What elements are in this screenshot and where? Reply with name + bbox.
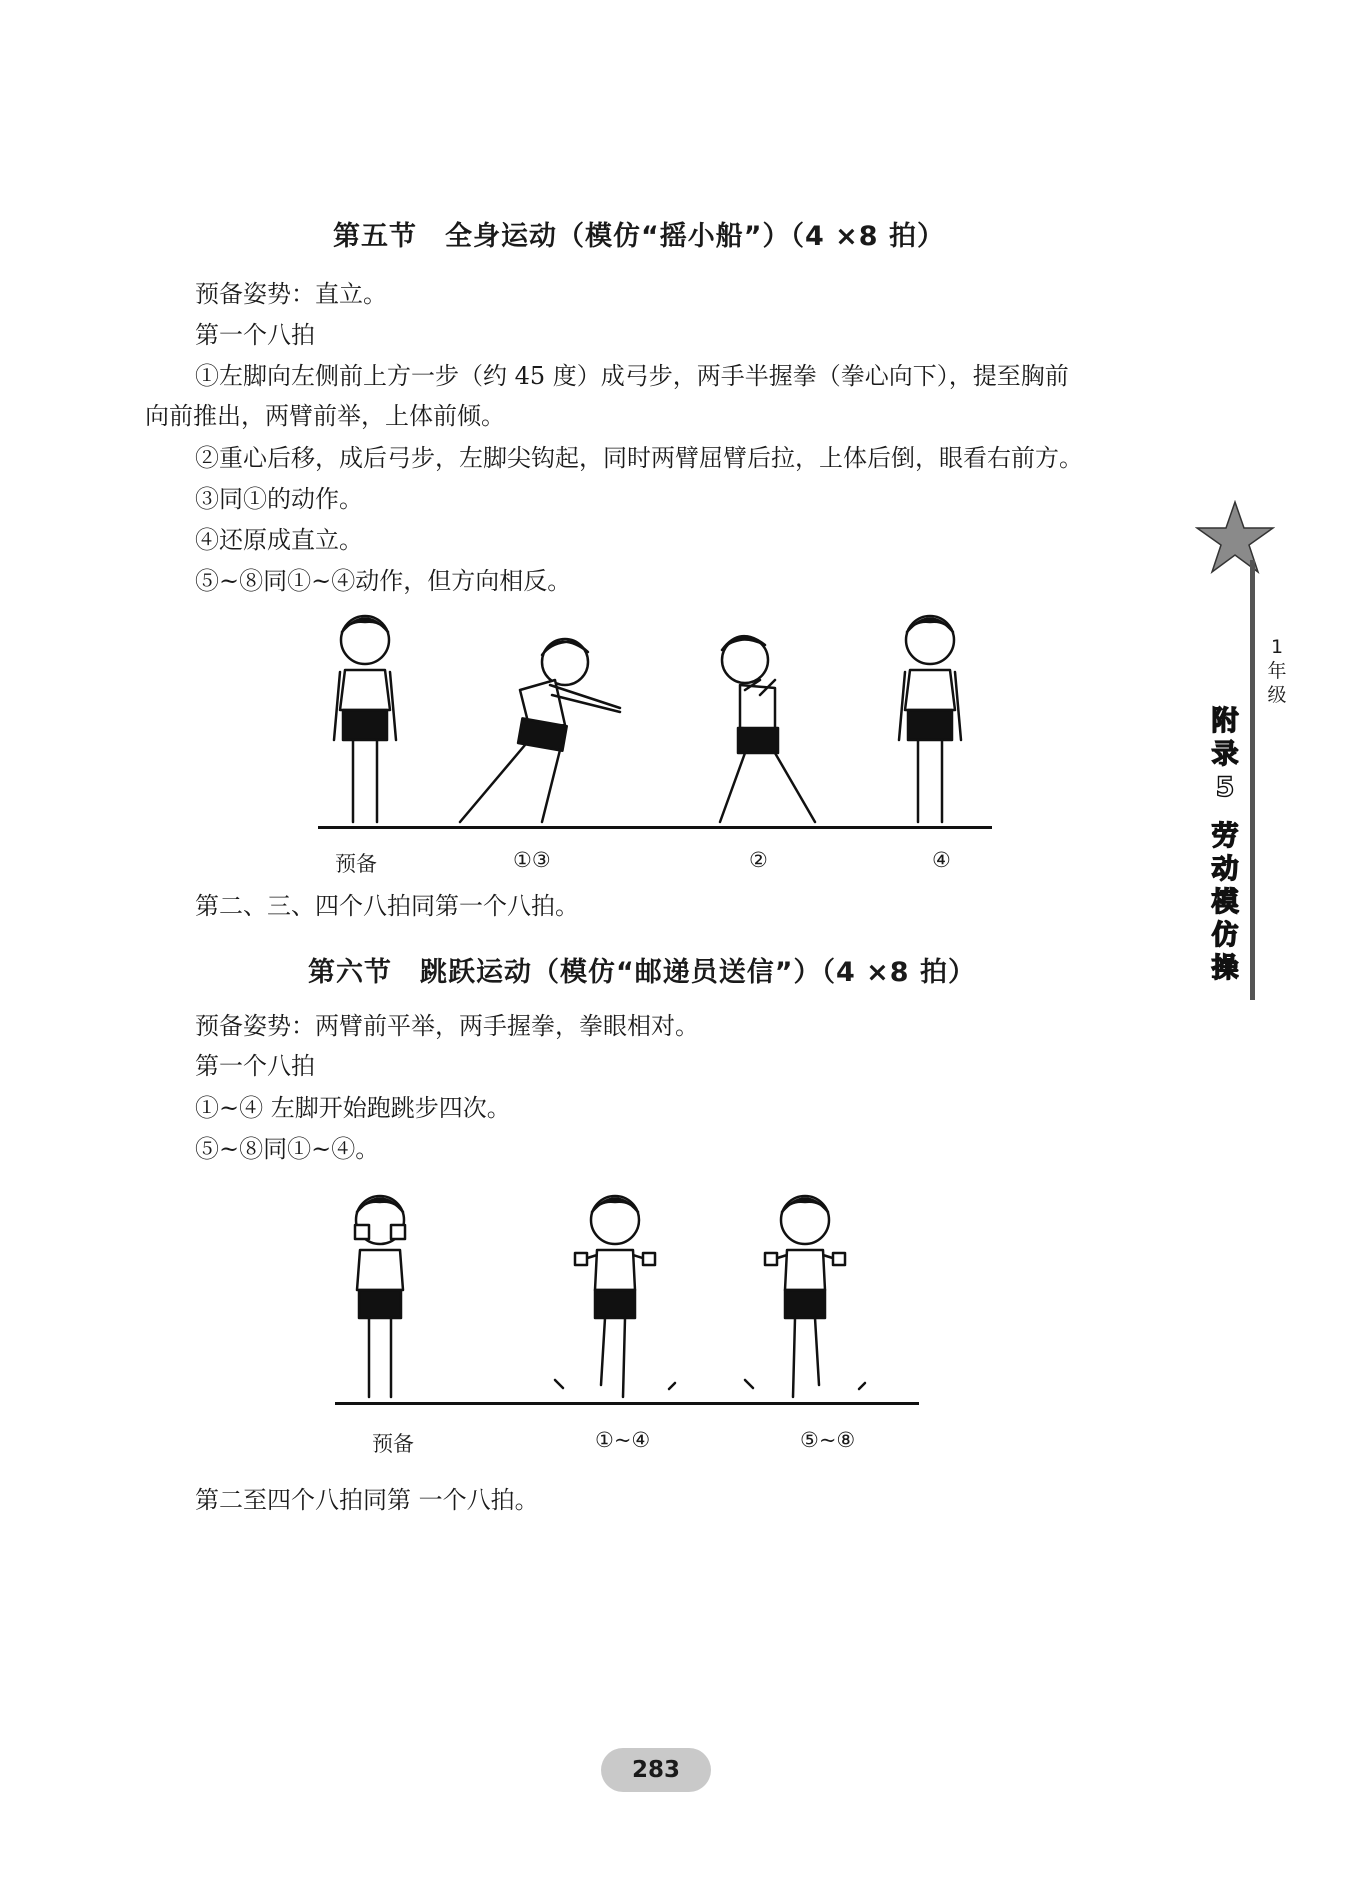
section5-line: 预备姿势：直立。 bbox=[195, 280, 387, 308]
figure-return bbox=[899, 616, 961, 822]
star-icon bbox=[1195, 500, 1275, 575]
topic-char: 模 bbox=[1211, 887, 1239, 918]
section5-line: 第一个八拍 bbox=[195, 321, 315, 349]
figure-jump-1-4 bbox=[555, 1196, 675, 1397]
section6-line: 预备姿势：两臂前平举，两手握拳，拳眼相对。 bbox=[195, 1012, 699, 1040]
exercise-illustration-section5 bbox=[320, 600, 1000, 830]
appendix-char: 录 bbox=[1211, 739, 1239, 770]
section6-line: ⑤~⑧同①~④。 bbox=[195, 1135, 380, 1163]
section5-line: ②重心后移，成后弓步，左脚尖钩起，同时两臂屈臂后拉，上体后倒，眼看右前方。 bbox=[195, 444, 1083, 472]
caption-2: ② bbox=[749, 848, 768, 872]
section6-after: 第二至四个八拍同第 一个八拍。 bbox=[195, 1486, 539, 1514]
section6-line: 第一个八拍 bbox=[195, 1052, 315, 1080]
exercise-illustration-section6 bbox=[335, 1175, 925, 1405]
sidebar-appendix-label bbox=[1205, 705, 1245, 985]
appendix-char: 5 bbox=[1215, 772, 1235, 803]
caption-ready: 预备 bbox=[335, 852, 377, 876]
section5-line: ①左脚向左侧前上方一步（约 45 度）成弓步，两手半握拳（拳心向下），提至胸前 bbox=[195, 362, 1069, 390]
figure-jump-5-8 bbox=[745, 1196, 865, 1397]
figure-ready bbox=[334, 616, 396, 822]
sidebar-divider bbox=[1250, 560, 1255, 1000]
caption-1-3: ①③ bbox=[513, 848, 551, 872]
topic-char: 劳 bbox=[1211, 821, 1239, 852]
section5-line: 向前推出，两臂前举，上体前倾。 bbox=[145, 402, 505, 430]
grade-label bbox=[1262, 635, 1292, 707]
section5-after: 第二、三、四个八拍同第一个八拍。 bbox=[195, 892, 579, 920]
section5-title: 第五节 全身运动（模仿“摇小船”）（4 ×8 拍） bbox=[333, 221, 945, 252]
section5-line: ③同①的动作。 bbox=[195, 485, 363, 513]
figure-lunge bbox=[460, 639, 620, 822]
topic-char: 操 bbox=[1211, 953, 1239, 984]
page-number: 283 bbox=[601, 1748, 711, 1792]
caption-5-8: ⑤~⑧ bbox=[800, 1428, 856, 1452]
topic-char: 仿 bbox=[1211, 920, 1239, 951]
section6-line: ①~④ 左脚开始跑跳步四次。 bbox=[195, 1094, 511, 1122]
grade-num: 1 bbox=[1270, 636, 1284, 658]
section5-line: ④还原成直立。 bbox=[195, 526, 363, 554]
caption-4: ④ bbox=[932, 848, 951, 872]
figure-ready bbox=[355, 1196, 405, 1397]
appendix-char: 附 bbox=[1211, 706, 1239, 737]
topic-char: 动 bbox=[1211, 854, 1239, 885]
grade-char: 级 bbox=[1267, 684, 1287, 706]
caption-ready: 预备 bbox=[372, 1432, 414, 1456]
caption-1-4: ①~④ bbox=[595, 1428, 651, 1452]
figure-leanback bbox=[720, 636, 815, 822]
grade-char: 年 bbox=[1267, 660, 1287, 682]
section5-line: ⑤~⑧同①~④动作，但方向相反。 bbox=[195, 567, 572, 595]
section6-title: 第六节 跳跃运动（模仿“邮递员送信”）（4 ×8 拍） bbox=[308, 957, 976, 988]
